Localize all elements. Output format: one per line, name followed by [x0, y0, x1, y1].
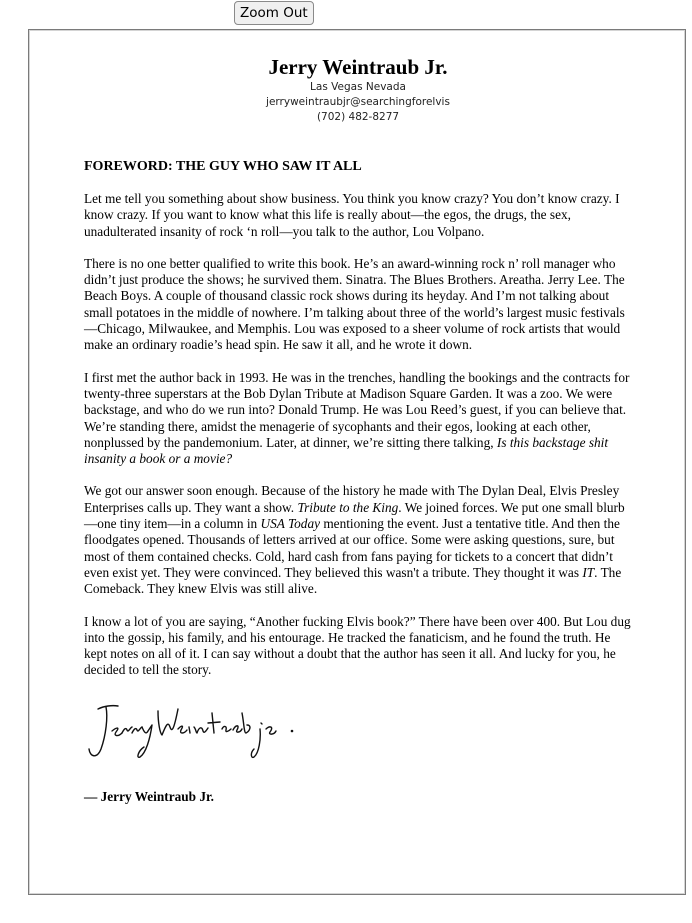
paragraph-4 — [84, 483, 632, 597]
paragraph-4-italic-newspaper: USA Today — [260, 516, 321, 532]
paragraph-4-text-d: . The Comeback. They knew Elvis was still alive. — [84, 564, 622, 597]
paragraph-3-italic: Is this backstage shit insanity a book or a movie? — [84, 434, 609, 467]
paragraph-4-text-b: . We joined forces. We put one small blurb—one tiny item—in a column in — [84, 499, 625, 532]
closing-signature: — Jerry Weintraub Jr. — [84, 788, 215, 804]
paragraph-4-text-a: We got our answer soon enough. Because of the history he made with The Dylan Deal, Elvis Presley Enterprises calls up. They want a show. — [84, 483, 620, 515]
letterhead — [84, 54, 632, 125]
paragraph-3-text: I first met the author back in 1993. He was in the trenches, handling the bookings and the contracts for twenty-three superstars at the Bob Dylan Tribute at Madison Square Garden. It was a zoo. We were backstage, and who do we run into? Donald Trump. He was Lou Reed’s guest, if you can believe that. We’re standing there, amidst the menagerie of sycophants and their egos, looking at each other, nonplussed by the pandemonium. Later, at dinner, we’re sitting there talking, — [84, 369, 630, 450]
paragraph-1: Let me tell you something about show business. You think you know crazy? You don’t know crazy. I know crazy. If you want to know what this life is really about—the egos, the drugs, the sex, unadulterated insanity of rock ‘n roll—you talk to the author, Lou Volpano. — [84, 191, 620, 239]
paragraph-3 — [84, 370, 632, 468]
document-content — [84, 54, 632, 805]
letterhead-location: Las Vegas Nevada — [310, 81, 406, 93]
paragraph-5: I know a lot of you are saying, “Another fucking Elvis book?” There have been over 400. But Lou dug into the gossip, his family, and his entourage. He tracked the fanaticism, and he found the truth. He kept notes on all of it. I can say without a doubt that the author has seen it all. And lucky for you, he decided to tell the story. — [84, 613, 631, 678]
letterhead-name: Jerry Weintraub Jr. — [268, 55, 448, 79]
paragraph-4-italic-it: IT — [582, 564, 595, 580]
paragraph-4-text-c: mentioning the event. Just a tentative title. And then the floodgates opened. Thousands of letters arrived at our office. Some were asking questions, sure, but most of them contained checks. Cold, hard cash from fans paying for tickets to a concert that didn’t even exist yet. They were convinced. They believed this wasn't a tribute. They thought it was — [84, 516, 620, 580]
paragraph-4-italic-title: Tribute to the King — [297, 499, 399, 515]
letterhead-email: jerryweintraubjr@searchingforelvis — [266, 96, 450, 108]
foreword-heading: FOREWORD: THE GUY WHO SAW IT ALL — [84, 159, 362, 174]
paragraph-2: There is no one better qualified to write this book. He’s an award-winning rock n’ roll manager who didn’t just produce the shows; he survived them. Sinatra. The Blues Brothers. Areatha. Jerry Lee. The Beach Boys. A couple of thousand classic rock shows during its heyday. And I’m not talking about small potatoes in the middle of nowhere. I’m talking about three of the world’s largest music festivals—Chicago, Milwaukee, and Memphis. Lou was exposed to a sheer volume of rock artists that would make an ordinary roadie’s head spin. He saw it all, and he wrote it down. — [84, 255, 625, 353]
zoom-out-button[interactable]: Zoom Out — [234, 1, 314, 25]
letterhead-phone: (702) 482-8277 — [316, 111, 400, 123]
handwritten-signature — [84, 697, 324, 769]
